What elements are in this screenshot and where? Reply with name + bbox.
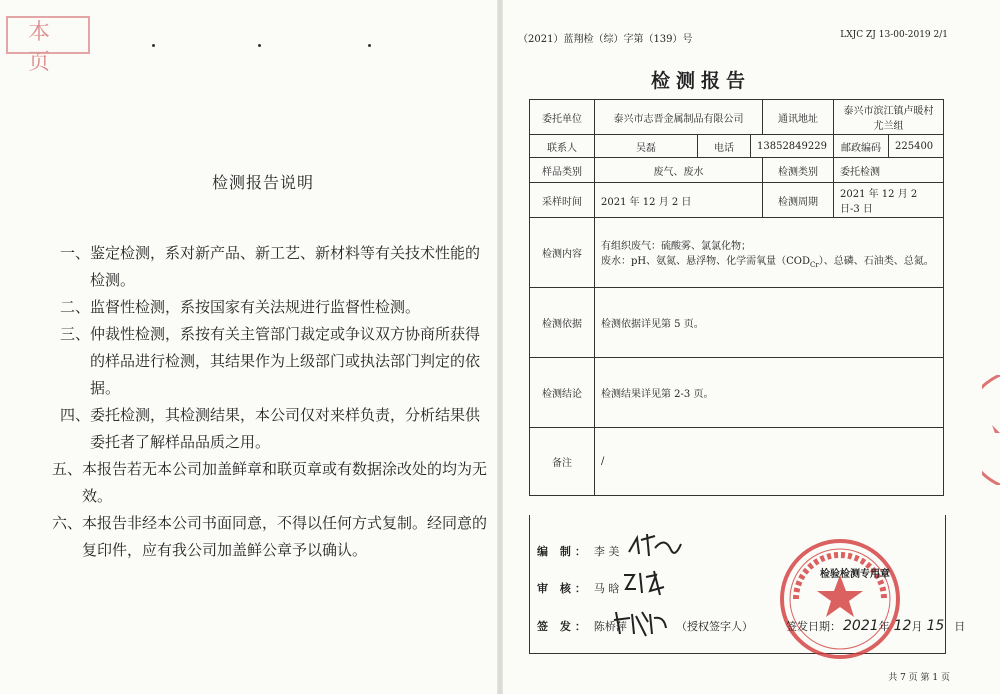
test-period-value: 2021 年 12 月 2 日-3 日 (834, 183, 944, 218)
test-type-value: 委托检测 (834, 158, 944, 183)
page-footer: 共 7 页 第 1 页 (888, 673, 950, 683)
left-page (0, 0, 497, 694)
contact-value: 吴磊 (595, 135, 698, 158)
address-label: 通讯地址 (763, 100, 834, 135)
content-value: 有组织废气：硫酸雾、氯氯化物； 废水：pH、氨氮、悬浮物、化学需氧量$(COD_{Cr})$、总磷、石油类、总氮。 (595, 218, 944, 288)
issuer-row: 签 发： 陈桥萍 (537, 620, 627, 633)
issue-date: 签发日期： 2021年 12月 15 日 (786, 618, 966, 634)
address-value: 泰兴市滨江镇卢暖村尤兰组 (834, 100, 944, 135)
clause-item: 四、 委托检测，其检测结果，本公司仅对来样负责，分析结果供委托者了解样品品质之用。 (60, 406, 481, 451)
sampling-time-label: 采样时间 (530, 183, 595, 218)
reviewer-row: 审 核： 马 晗 (537, 582, 620, 595)
document-code: LXJC ZJ 13-00-2019 2/1 (840, 30, 948, 40)
postcode-label: 邮政编码 (834, 135, 889, 158)
test-type-label: 检测类别 (763, 158, 834, 183)
clause-item: 二、 监督性检测，系按国家有关法规进行监督性检测。 (60, 298, 421, 316)
phone-value: 13852849229 (751, 135, 834, 158)
content-label: 检测内容 (530, 218, 595, 288)
punch-dot (258, 44, 261, 47)
explanation-title: 检测报告说明 (212, 173, 315, 192)
report-number: （2021）蓝翔检（综）字第（139）号 (518, 34, 693, 45)
client-value: 泰兴市志晋金属制品有限公司 (595, 100, 763, 135)
remark-label: 备注 (530, 428, 595, 496)
editor-row: 编 制： 李 美 (537, 545, 620, 558)
sample-type-value: 废气、废水 (595, 158, 763, 183)
reviewer-signature (620, 567, 670, 597)
postcode-value: 225400 (889, 135, 944, 158)
test-period-label: 检测周期 (763, 183, 834, 218)
clause-item: 三、 仲裁性检测，系按有关主管部门裁定或争议双方协商所获得的样品进行检测，其结果作为上级部门或执法部门判定的依据。 (60, 325, 481, 397)
contact-label: 联系人 (530, 135, 595, 158)
clause-item: 一、 鉴定检测，系对新产品、新工艺、新材料等有关技术性能的检测。 (60, 244, 481, 289)
editor-signature (625, 530, 685, 560)
corner-stamp: 本 页 (6, 16, 90, 54)
conclusion-value: 检测结果详见第 2-3 页。 (595, 358, 944, 428)
clause-item: 五、 本报告若无本公司加盖鲜章和联页章或有数据涂改处的均为无效。 (52, 460, 488, 505)
sample-type-label: 样品类别 (530, 158, 595, 183)
clause-list (52, 240, 490, 564)
basis-label: 检测依据 (530, 288, 595, 358)
seal-label: 检验检测专用章 (820, 569, 890, 580)
punch-dot (152, 44, 155, 47)
client-label: 委托单位 (530, 100, 595, 135)
report-title: 检测报告 (651, 70, 752, 92)
company-seal (776, 535, 904, 663)
phone-label: 电话 (698, 135, 751, 158)
issuer-note: （授权签字人） (676, 620, 753, 633)
sampling-time-value: 2021 年 12 月 2 日 (595, 183, 763, 218)
issuer-signature (612, 606, 670, 638)
edge-seal (982, 375, 1000, 485)
remark-value: / (595, 428, 944, 496)
conclusion-label: 检测结论 (530, 358, 595, 428)
clause-item: 六、 本报告非经本公司书面同意，不得以任何方式复制。经同意的复印件，应有我公司加盖鲜公章予以确认。 (52, 514, 488, 559)
basis-value: 检测依据详见第 5 页。 (595, 288, 944, 358)
report-table (529, 99, 944, 496)
punch-dot (368, 44, 371, 47)
